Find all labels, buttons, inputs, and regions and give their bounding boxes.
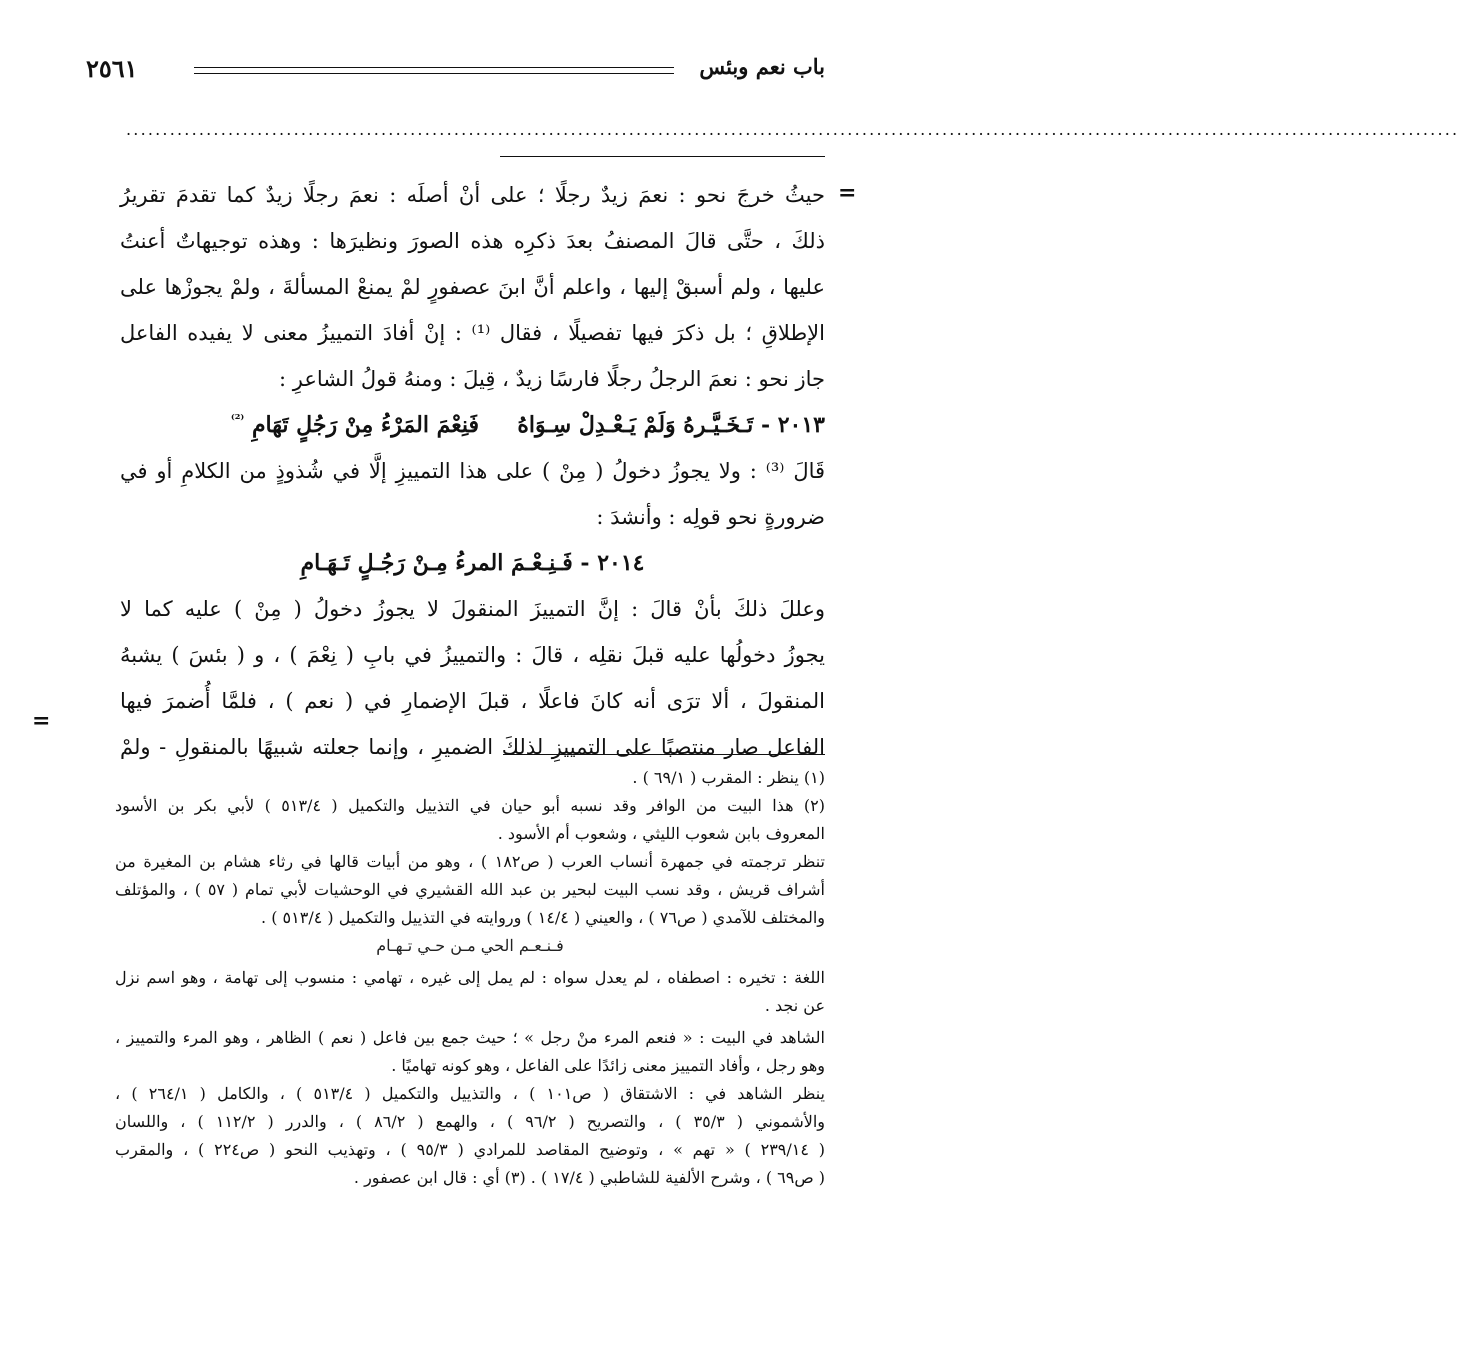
body-line: حيثُ خرجَ نحو : نعمَ زيدٌ رجلًا ؛ على أنْ أصلَه : نعمَ رجلًا زيدٌ كما تقدمَ تقريرُ — [120, 183, 825, 207]
continuation-mark-end: = — [32, 708, 51, 734]
footnote-line: والمختلف للآمدي ( ص٧٦ ) ، والعيني ( ١٤/٤ ) وروايته في التذييل والتكميل ( ٥١٣/٤ ) . — [261, 908, 825, 927]
footnotes — [115, 764, 825, 1192]
footnote-line: (٢) هذا البيت من الوافر وقد نسبه أبو حيان في التذييل والتكميل ( ٥١٣/٤ ) لأبي بكر بن الأسود — [115, 796, 826, 815]
footnote-line: اللغة : تخيره : اصطفاه ، لم يعدل سواه : لم يمل إلى غيره ، تهامي : منسوب إلى تهامة ، وهو اسم نزل — [115, 968, 825, 987]
header-rule-bottom — [194, 73, 674, 74]
continuation-mark-start: = — [838, 180, 857, 206]
footnote-line: تنظر ترجمته في جمهرة أنساب العرب ( ص١٨٢ ) ، وهو من أبيات قالها في رثاء هشام بن المغيرة من — [115, 852, 826, 871]
footnote-line: أشراف قريش ، وقد نسب البيت لبحير بن عبد الله القشيري في الوحشيات لأبي تمام ( ٥٧ ) ، والمؤتلف — [115, 880, 825, 899]
body-line: وعللَ ذلكَ بأنْ قالَ : إنَّ التمييزَ المنقولَ لا يجوزُ دخولُ ( مِنْ ) عليه كما لا — [120, 597, 825, 621]
body-line: ذلكَ ، حتَّى قالَ المصنفُ بعدَ ذكرِه هذه الصورَ ونظيرَها : وهذه توجيهاتٌ أعنتُ — [120, 229, 825, 253]
footnote-line: ( ٢٣٩/١٤ ) « تهم » ، وتوضيح المقاصد للمرادي ( ٩٥/٣ ) ، وتهذيب النحو ( ص٢٢٤ ) ، والمقرب — [115, 1140, 826, 1159]
footnote-line: (١) ينظر : المقرب ( ٦٩/١ ) . — [632, 768, 825, 787]
footnote-line: ينظر الشاهد في : الاشتقاق ( ص١٠١ ) ، والتذييل والتكميل ( ٥١٣/٤ ) ، والكامل ( ٢٦٤/١ ) ، — [115, 1084, 825, 1103]
page-number: ٢٥٦١ — [86, 54, 138, 83]
body-line: يجوزُ دخولُها عليه قبلَ نقلِه ، قالَ : والتمييزُ في بابِ ( نِعْمَ ) ، و ( بئسَ ) يشبهُ — [120, 643, 825, 667]
dotted-separator: ....................................................................................................................................................................................... — [126, 120, 1459, 139]
body-line: الفاعل صار منتصبًا على التمييزِ لذلكَ الضميرِ ، وإنما جعلته شبيهًا بالمنقولِ - ولمْ — [120, 735, 825, 759]
verse-hemistich-2: فَنِعْمَ المَرْءُ مِنْ رَجُلٍ تَهَامِ — [251, 412, 480, 438]
footnote-line: عن نجد . — [764, 996, 825, 1015]
footnote-verse: فـنـعـم الحي مـن حـي تـهـام — [376, 936, 564, 955]
verse-2014 — [120, 540, 825, 586]
footnote-line: والأشموني ( ٣٥/٣ ) ، والتصريح ( ٩٦/٢ ) ، والهمع ( ٨٦/٢ ) ، والدرر ( ١١٢/٢ ) ، واللسان — [115, 1112, 826, 1131]
body-line: ضرورةٍ نحو قولِه : وأنشدَ : — [596, 505, 825, 529]
verse-hemistich-1: تَـخَـيَّـرهُ وَلَمْ يَـعْـدِلْ سِـوَاهُ — [517, 412, 754, 438]
verse-text: فَـنِـعْـمَ المرءُ مِـنْ رَجُـلٍ تَـهَـامِ — [300, 550, 573, 576]
chapter-title: باب نعم وبئس — [699, 54, 825, 79]
verse-number: ٢٠١٣ - — [760, 412, 825, 438]
footnote-ref: ⁽²⁾ — [230, 412, 245, 428]
footnote-line: وهو رجل ، وأفاد التمييز معنى زائدًا على الفاعل ، وهو كونه تهاميًا . — [391, 1056, 825, 1075]
footnote-rule — [503, 754, 825, 755]
verse-2013 — [120, 402, 825, 448]
header-rule-top — [194, 67, 674, 68]
body-line: قَالَ ⁽³⁾ : ولا يجوزُ دخولُ ( مِنْ ) على هذا التمييزِ إلَّا في شُذوذٍ من الكلامِ أو في — [120, 459, 826, 483]
footnote-line: المعروف بابن شعوب الليثي ، وشعوب أم الأسود . — [497, 824, 825, 843]
body-line: جاز نحو : نعمَ الرجلُ رجلًا فارسًا زيدٌ ، قِيلَ : ومنهُ قولُ الشاعرِ : — [278, 367, 825, 391]
footnote-line: الشاهد في البيت : « فنعم المرء منْ رجل » ؛ حيث جمع بين فاعل ( نعم ) الظاهر ، وهو المرء والتمييز ، — [115, 1028, 825, 1047]
main-text — [120, 172, 825, 770]
verse-number: ٢٠١٤ - — [580, 550, 645, 576]
body-line: المنقولَ ، ألا ترَى أنه كانَ فاعلًا ، قبلَ الإضمارِ في ( نعم ) ، فلمَّا أُضمرَ فيها — [120, 689, 825, 713]
body-line: عليها ، ولم أسبقْ إليها ، واعلم أنَّ ابنَ عصفورٍ لمْ يمنعْ المسألةَ ، ولمْ يجوزْها على — [120, 275, 825, 299]
body-line: الإطلاقِ ؛ بل ذكرَ فيها تفصيلًا ، فقال ⁽¹⁾ : إنْ أفادَ التمييزُ معنى لا يفيده الفاعل — [120, 321, 825, 345]
section-rule — [500, 156, 825, 157]
footnote-line: ( ص٦٩ ) ، وشرح الألفية للشاطبي ( ١٧/٤ ) . (٣) أي : قال ابن عصفور . — [353, 1168, 825, 1187]
